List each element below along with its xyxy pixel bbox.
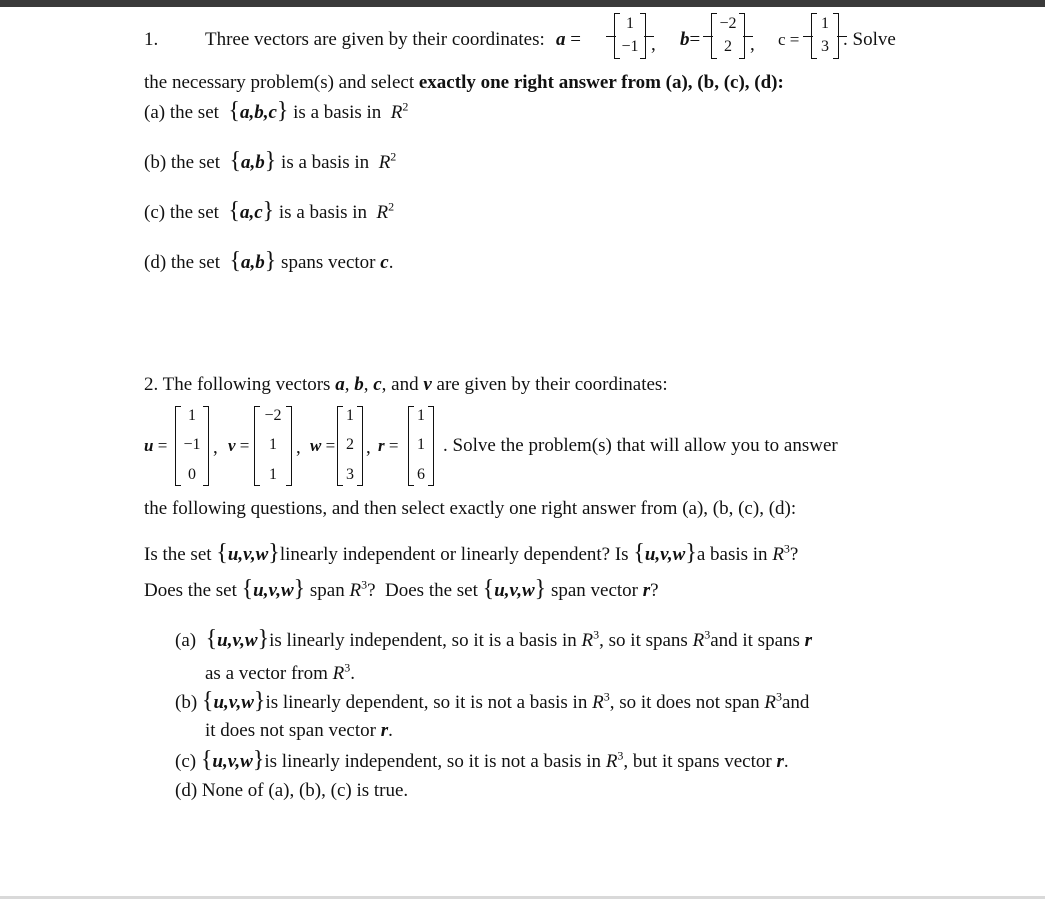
top-bar <box>0 0 1045 7</box>
q2-v-label: v = <box>228 436 250 455</box>
q2-question-line1: Is the set {u,v,w}linearly independent or linearly dependent? Is {u,v,w}a basis in $R^3$? <box>144 540 799 566</box>
q2-answer-a-line2: as a vector from $R^3$. <box>205 660 356 684</box>
q2-answer-d: (d) None of (a), (b), (c) is true. <box>175 780 409 801</box>
q1-b-label: b= <box>680 29 701 50</box>
q2-r-label: r = <box>378 436 399 455</box>
q1-a-label: a = <box>556 29 581 50</box>
q2-answer-b-line2: it does not span vector r. <box>205 720 393 741</box>
q1-vector-c: 1 3 <box>811 13 839 59</box>
q2-w-label: w = <box>310 436 336 455</box>
q2-heading: 2. The following vectors a, b, c, and v are given by their coordinates: <box>144 374 668 395</box>
q1-c-label: c = <box>778 30 800 49</box>
q2-solve-text: . Solve the problem(s) that will allow you to answer <box>443 435 838 456</box>
q2-answer-a: (a) {u,v,w}is linearly independent, so it is a basis in $R^3$, so it spans $R^3and$ it spans r <box>175 626 813 652</box>
q1-intro: Three vectors are given by their coordinates: <box>205 29 545 50</box>
q1-instruction: the necessary problem(s) and select exactly one right answer from (a), (b, (c), (d): <box>144 72 784 93</box>
q2-vector-w: 1 2 3 <box>337 406 363 486</box>
q2-answer-b: (b) {u,v,w}is linearly dependent, so it is not a basis in $R^3$, so it does not span $R^3and$ <box>175 688 810 714</box>
q2-vector-v: −2 1 1 <box>254 406 292 486</box>
q2-answer-c: (c) {u,v,w}is linearly independent, so it is not a basis in $R^3$, but it spans vector r. <box>175 747 789 773</box>
q2-vector-u: 1 −1 0 <box>175 406 209 486</box>
q2-u-label: u = <box>144 436 168 455</box>
q1-vector-b: −2 2 <box>711 13 745 59</box>
q1-number: 1. <box>144 29 159 50</box>
q2-question-line2: Does the set {u,v,w} span $R^3$? Does the set {u,v,w} span vector r? <box>144 576 659 602</box>
q1-option-d: (d) the set {a,b} spans vector c. <box>144 248 394 274</box>
q1-option-c: (c) the set {a,c} is a basis in $R^2$ <box>144 198 395 224</box>
q2-following: the following questions, and then select exactly one right answer from (a), (b, (c), (d): <box>144 498 797 519</box>
q1-vector-a: 1 −1 <box>614 13 646 59</box>
q1-solve: . Solve <box>843 29 896 50</box>
q1-option-b: (b) the set {a,b} is a basis in $R^2$ <box>144 148 397 174</box>
q1-option-a: (a) the set {a,b,c} is a basis in $R^2$ <box>144 98 409 124</box>
q2-vector-r: 1 1 6 <box>408 406 434 486</box>
